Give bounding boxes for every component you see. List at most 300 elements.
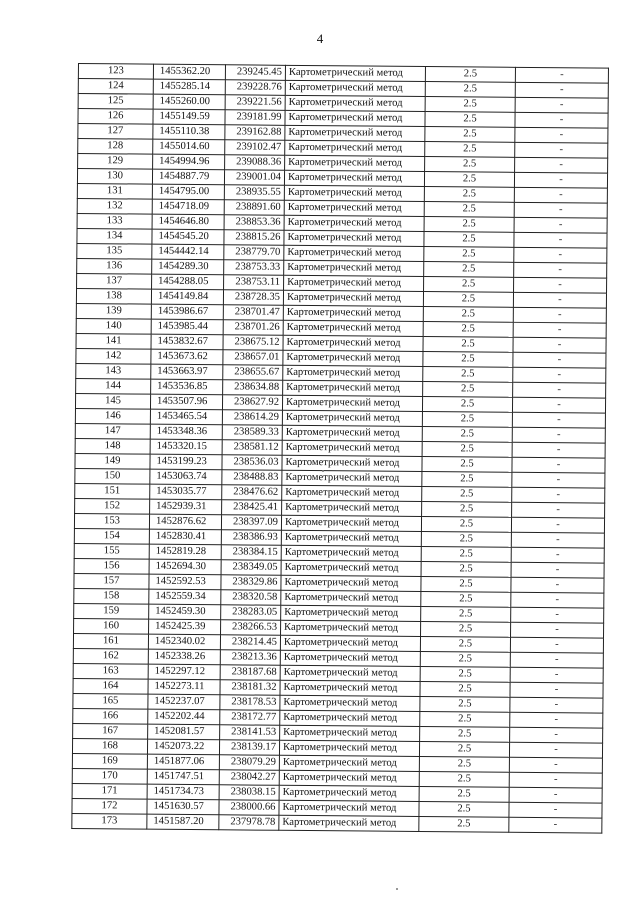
point-number-cell: 166 xyxy=(73,708,148,724)
y-coordinate-cell: 237978.78 xyxy=(219,815,279,831)
x-coordinate-cell: 1453465.54 xyxy=(150,409,222,425)
point-number-cell: 146 xyxy=(75,408,150,424)
x-coordinate-cell: 1452694.30 xyxy=(149,559,221,575)
note-cell: - xyxy=(514,247,607,263)
scan-speck xyxy=(322,470,324,472)
point-number-cell: 132 xyxy=(77,198,152,214)
y-coordinate-cell: 238139.17 xyxy=(219,740,279,756)
method-cell: Картометрический метод xyxy=(283,320,423,336)
x-coordinate-cell: 1454442.14 xyxy=(152,244,224,260)
note-cell: - xyxy=(509,742,602,758)
note-cell: - xyxy=(514,277,607,293)
x-coordinate-cell: 1452425.39 xyxy=(149,619,221,635)
accuracy-cell: 2.5 xyxy=(424,202,514,218)
x-coordinate-cell: 1455362.20 xyxy=(153,64,225,80)
method-cell: Картометрический метод xyxy=(279,770,419,786)
x-coordinate-cell: 1454149.84 xyxy=(151,289,223,305)
method-cell: Картометрический метод xyxy=(284,215,424,231)
y-coordinate-cell: 238581.12 xyxy=(222,440,282,456)
accuracy-cell: 2.5 xyxy=(424,172,514,188)
method-cell: Картометрический метод xyxy=(285,155,425,171)
y-coordinate-cell: 238000.66 xyxy=(219,800,279,816)
y-coordinate-cell: 238655.67 xyxy=(223,365,283,381)
point-number-cell: 147 xyxy=(75,423,150,439)
y-coordinate-cell: 238141.53 xyxy=(220,725,280,741)
accuracy-cell: 2.5 xyxy=(419,772,509,788)
accuracy-cell: 2.5 xyxy=(419,742,509,758)
y-coordinate-cell: 239181.99 xyxy=(225,110,285,126)
x-coordinate-cell: 1453320.15 xyxy=(150,439,222,455)
point-number-cell: 170 xyxy=(72,768,147,784)
note-cell: - xyxy=(512,502,605,518)
point-number-cell: 157 xyxy=(74,573,149,589)
point-number-cell: 171 xyxy=(72,783,147,799)
method-cell: Картометрический метод xyxy=(284,230,424,246)
x-coordinate-cell: 1452876.62 xyxy=(149,514,221,530)
point-number-cell: 138 xyxy=(76,288,151,304)
method-cell: Картометрический метод xyxy=(282,440,422,456)
point-number-cell: 149 xyxy=(75,453,150,469)
point-number-cell: 165 xyxy=(73,693,148,709)
method-cell: Картометрический метод xyxy=(281,560,421,576)
note-cell: - xyxy=(509,817,602,833)
method-cell: Картометрический метод xyxy=(285,95,425,111)
x-coordinate-cell: 1451747.51 xyxy=(147,769,219,785)
note-cell: - xyxy=(512,472,605,488)
x-coordinate-cell: 1454289.30 xyxy=(152,259,224,275)
y-coordinate-cell: 238187.68 xyxy=(220,665,280,681)
method-cell: Картометрический метод xyxy=(284,170,424,186)
y-coordinate-cell: 239001.04 xyxy=(224,170,284,186)
method-cell: Картометрический метод xyxy=(284,245,424,261)
x-coordinate-cell: 1454545.20 xyxy=(152,229,224,245)
accuracy-cell: 2.5 xyxy=(421,607,511,623)
method-cell: Картометрический метод xyxy=(282,395,422,411)
point-number-cell: 153 xyxy=(74,513,149,529)
accuracy-cell: 2.5 xyxy=(421,517,511,533)
note-cell: - xyxy=(511,517,604,533)
point-number-cell: 135 xyxy=(77,243,152,259)
x-coordinate-cell: 1455014.60 xyxy=(153,139,225,155)
method-cell: Картометрический метод xyxy=(282,500,422,516)
note-cell: - xyxy=(512,487,605,503)
page-number: 4 xyxy=(316,31,324,46)
y-coordinate-cell: 238213.36 xyxy=(220,650,280,666)
method-cell: Картометрический метод xyxy=(285,140,425,156)
x-coordinate-cell: 1452592.53 xyxy=(149,574,221,590)
x-coordinate-cell: 1453035.77 xyxy=(150,484,222,500)
note-cell: - xyxy=(511,607,604,623)
note-cell: - xyxy=(515,157,608,173)
y-coordinate-cell: 238386.93 xyxy=(221,530,281,546)
y-coordinate-cell: 238614.29 xyxy=(222,410,282,426)
y-coordinate-cell: 238178.53 xyxy=(220,695,280,711)
point-number-cell: 145 xyxy=(75,393,150,409)
y-coordinate-cell: 238181.32 xyxy=(220,680,280,696)
note-cell: - xyxy=(509,802,602,818)
method-cell: Картометрический метод xyxy=(281,620,421,636)
x-coordinate-cell: 1454288.05 xyxy=(152,274,224,290)
method-cell: Картометрический метод xyxy=(282,410,422,426)
method-cell: Картометрический метод xyxy=(284,185,424,201)
x-coordinate-cell: 1452340.02 xyxy=(148,634,220,650)
note-cell: - xyxy=(510,652,603,668)
note-cell: - xyxy=(514,217,607,233)
note-cell: - xyxy=(512,397,605,413)
method-cell: Картометрический метод xyxy=(281,605,421,621)
point-number-cell: 131 xyxy=(77,183,152,199)
y-coordinate-cell: 238701.47 xyxy=(223,305,283,321)
point-number-cell: 126 xyxy=(78,109,153,125)
note-cell: - xyxy=(514,202,607,218)
y-coordinate-cell: 238589.33 xyxy=(222,425,282,441)
y-coordinate-cell: 238329.86 xyxy=(221,575,281,591)
accuracy-cell: 2.5 xyxy=(419,817,509,833)
point-number-cell: 130 xyxy=(77,169,152,185)
y-coordinate-cell: 238214.45 xyxy=(220,635,280,651)
y-coordinate-cell: 238476.62 xyxy=(222,485,282,501)
x-coordinate-cell: 1452459.30 xyxy=(149,604,221,620)
accuracy-cell: 2.5 xyxy=(423,322,513,338)
y-coordinate-cell: 238675.12 xyxy=(223,335,283,351)
point-number-cell: 142 xyxy=(76,348,151,364)
x-coordinate-cell: 1451877.06 xyxy=(147,754,219,770)
x-coordinate-cell: 1454718.09 xyxy=(152,199,224,215)
x-coordinate-cell: 1452073.22 xyxy=(147,739,219,755)
accuracy-cell: 2.5 xyxy=(420,727,510,743)
note-cell: - xyxy=(510,637,603,653)
point-number-cell: 160 xyxy=(74,618,149,634)
accuracy-cell: 2.5 xyxy=(419,787,509,803)
accuracy-cell: 2.5 xyxy=(421,592,511,608)
y-coordinate-cell: 238891.60 xyxy=(224,200,284,216)
note-cell: - xyxy=(513,352,606,368)
note-cell: - xyxy=(515,142,608,158)
x-coordinate-cell: 1451587.20 xyxy=(147,814,219,830)
accuracy-cell: 2.5 xyxy=(425,97,515,113)
point-number-cell: 164 xyxy=(73,678,148,694)
method-cell: Картометрический метод xyxy=(284,200,424,216)
method-cell: Картометрический метод xyxy=(285,110,425,126)
accuracy-cell: 2.5 xyxy=(422,397,512,413)
y-coordinate-cell: 239228.76 xyxy=(225,80,285,96)
x-coordinate-cell: 1453348.36 xyxy=(150,424,222,440)
accuracy-cell: 2.5 xyxy=(422,412,512,428)
y-coordinate-cell: 238753.33 xyxy=(224,260,284,276)
method-cell: Картометрический метод xyxy=(282,425,422,441)
x-coordinate-cell: 1453663.97 xyxy=(151,364,223,380)
point-number-cell: 124 xyxy=(78,79,153,95)
note-cell: - xyxy=(509,757,602,773)
accuracy-cell: 2.5 xyxy=(424,247,514,263)
y-coordinate-cell: 238701.26 xyxy=(223,320,283,336)
point-number-cell: 128 xyxy=(78,139,153,155)
y-coordinate-cell: 238779.70 xyxy=(224,245,284,261)
method-cell: Картометрический метод xyxy=(282,470,422,486)
x-coordinate-cell: 1454887.79 xyxy=(152,169,224,185)
method-cell: Картометрический метод xyxy=(280,635,420,651)
x-coordinate-cell: 1453063.74 xyxy=(150,469,222,485)
accuracy-cell: 2.5 xyxy=(422,442,512,458)
point-number-cell: 144 xyxy=(76,378,151,394)
accuracy-cell: 2.5 xyxy=(424,262,514,278)
method-cell: Картометрический метод xyxy=(279,815,419,831)
x-coordinate-cell: 1452819.28 xyxy=(149,544,221,560)
y-coordinate-cell: 238753.11 xyxy=(224,275,284,291)
point-number-cell: 150 xyxy=(75,468,150,484)
method-cell: Картометрический метод xyxy=(283,290,423,306)
note-cell: - xyxy=(515,82,608,98)
note-cell: - xyxy=(510,727,603,743)
point-number-cell: 152 xyxy=(75,498,150,514)
accuracy-cell: 2.5 xyxy=(420,637,510,653)
accuracy-cell: 2.5 xyxy=(422,427,512,443)
y-coordinate-cell: 238397.09 xyxy=(221,515,281,531)
accuracy-cell: 2.5 xyxy=(424,277,514,293)
accuracy-cell: 2.5 xyxy=(423,352,513,368)
y-coordinate-cell: 238728.35 xyxy=(223,290,283,306)
method-cell: Картометрический метод xyxy=(279,740,419,756)
note-cell: - xyxy=(510,697,603,713)
accuracy-cell: 2.5 xyxy=(421,577,511,593)
point-number-cell: 163 xyxy=(73,663,148,679)
point-number-cell: 156 xyxy=(74,558,149,574)
method-cell: Картометрический метод xyxy=(284,275,424,291)
note-cell: - xyxy=(511,622,604,638)
x-coordinate-cell: 1452202.44 xyxy=(148,709,220,725)
x-coordinate-cell: 1452297.12 xyxy=(148,664,220,680)
y-coordinate-cell: 239221.56 xyxy=(225,95,285,111)
note-cell: - xyxy=(515,112,608,128)
method-cell: Картометрический метод xyxy=(281,545,421,561)
method-cell: Картометрический метод xyxy=(280,665,420,681)
point-number-cell: 159 xyxy=(74,603,149,619)
note-cell: - xyxy=(513,322,606,338)
y-coordinate-cell: 238042.27 xyxy=(219,770,279,786)
note-cell: - xyxy=(509,787,602,803)
x-coordinate-cell: 1454795.00 xyxy=(152,184,224,200)
accuracy-cell: 2.5 xyxy=(425,67,515,83)
note-cell: - xyxy=(512,442,605,458)
x-coordinate-cell: 1452939.31 xyxy=(150,499,222,515)
method-cell: Картометрический метод xyxy=(285,65,425,81)
accuracy-cell: 2.5 xyxy=(422,502,512,518)
accuracy-cell: 2.5 xyxy=(423,367,513,383)
point-number-cell: 141 xyxy=(76,333,151,349)
x-coordinate-cell: 1453673.62 xyxy=(151,349,223,365)
note-cell: - xyxy=(511,577,604,593)
accuracy-cell: 2.5 xyxy=(423,307,513,323)
y-coordinate-cell: 238488.83 xyxy=(222,470,282,486)
y-coordinate-cell: 238349.05 xyxy=(221,560,281,576)
method-cell: Картометрический метод xyxy=(279,800,419,816)
x-coordinate-cell: 1453536.85 xyxy=(151,379,223,395)
note-cell: - xyxy=(509,772,602,788)
x-coordinate-cell: 1453985.44 xyxy=(151,319,223,335)
note-cell: - xyxy=(514,187,607,203)
note-cell: - xyxy=(514,172,607,188)
x-coordinate-cell: 1451630.57 xyxy=(147,799,219,815)
point-number-cell: 155 xyxy=(74,543,149,559)
note-cell: - xyxy=(513,367,606,383)
method-cell: Картометрический метод xyxy=(283,380,423,396)
x-coordinate-cell: 1453832.67 xyxy=(151,334,223,350)
x-coordinate-cell: 1453507.96 xyxy=(150,394,222,410)
note-cell: - xyxy=(514,262,607,278)
accuracy-cell: 2.5 xyxy=(420,652,510,668)
point-number-cell: 148 xyxy=(75,438,150,454)
coordinates-sheet xyxy=(71,63,608,834)
note-cell: - xyxy=(513,337,606,353)
accuracy-cell: 2.5 xyxy=(425,157,515,173)
method-cell: Картометрический метод xyxy=(282,485,422,501)
method-cell: Картометрический метод xyxy=(281,530,421,546)
note-cell: - xyxy=(515,127,608,143)
scan-speck xyxy=(396,888,398,890)
point-number-cell: 136 xyxy=(77,258,152,274)
method-cell: Картометрический метод xyxy=(284,260,424,276)
point-number-cell: 139 xyxy=(76,303,151,319)
y-coordinate-cell: 238320.58 xyxy=(221,590,281,606)
accuracy-cell: 2.5 xyxy=(424,187,514,203)
note-cell: - xyxy=(511,547,604,563)
accuracy-cell: 2.5 xyxy=(420,712,510,728)
note-cell: - xyxy=(514,232,607,248)
note-cell: - xyxy=(512,412,605,428)
note-cell: - xyxy=(513,382,606,398)
point-number-cell: 143 xyxy=(76,363,151,379)
note-cell: - xyxy=(511,592,604,608)
accuracy-cell: 2.5 xyxy=(421,547,511,563)
note-cell: - xyxy=(515,67,608,83)
point-number-cell: 168 xyxy=(72,738,147,754)
note-cell: - xyxy=(511,532,604,548)
accuracy-cell: 2.5 xyxy=(425,142,515,158)
method-cell: Картометрический метод xyxy=(279,755,419,771)
y-coordinate-cell: 238079.29 xyxy=(219,755,279,771)
x-coordinate-cell: 1452830.41 xyxy=(149,529,221,545)
y-coordinate-cell: 239102.47 xyxy=(225,140,285,156)
y-coordinate-cell: 238038.15 xyxy=(219,785,279,801)
note-cell: - xyxy=(512,427,605,443)
method-cell: Картометрический метод xyxy=(285,80,425,96)
accuracy-cell: 2.5 xyxy=(424,232,514,248)
accuracy-cell: 2.5 xyxy=(422,487,512,503)
point-number-cell: 137 xyxy=(77,273,152,289)
point-number-cell: 154 xyxy=(74,528,149,544)
point-number-cell: 129 xyxy=(78,154,153,170)
y-coordinate-cell: 238266.53 xyxy=(221,620,281,636)
y-coordinate-cell: 238853.36 xyxy=(224,215,284,231)
point-number-cell: 162 xyxy=(73,648,148,664)
point-number-cell: 140 xyxy=(76,318,151,334)
method-cell: Картометрический метод xyxy=(281,515,421,531)
accuracy-cell: 2.5 xyxy=(422,457,512,473)
y-coordinate-cell: 238815.26 xyxy=(224,230,284,246)
accuracy-cell: 2.5 xyxy=(423,292,513,308)
accuracy-cell: 2.5 xyxy=(421,622,511,638)
accuracy-cell: 2.5 xyxy=(425,112,515,128)
method-cell: Картометрический метод xyxy=(280,695,420,711)
method-cell: Картометрический метод xyxy=(281,590,421,606)
accuracy-cell: 2.5 xyxy=(425,127,515,143)
y-coordinate-cell: 239162.88 xyxy=(225,125,285,141)
x-coordinate-cell: 1453199.23 xyxy=(150,454,222,470)
y-coordinate-cell: 238172.77 xyxy=(220,710,280,726)
point-number-cell: 158 xyxy=(74,588,149,604)
x-coordinate-cell: 1455285.14 xyxy=(153,79,225,95)
y-coordinate-cell: 239088.36 xyxy=(225,155,285,171)
y-coordinate-cell: 238536.03 xyxy=(222,455,282,471)
x-coordinate-cell: 1455260.00 xyxy=(153,94,225,110)
point-number-cell: 161 xyxy=(73,633,148,649)
accuracy-cell: 2.5 xyxy=(423,382,513,398)
x-coordinate-cell: 1455149.59 xyxy=(153,109,225,125)
method-cell: Картометрический метод xyxy=(280,710,420,726)
note-cell: - xyxy=(510,682,603,698)
point-number-cell: 173 xyxy=(72,813,147,829)
method-cell: Картометрический метод xyxy=(285,125,425,141)
method-cell: Картометрический метод xyxy=(282,455,422,471)
method-cell: Картометрический метод xyxy=(283,350,423,366)
method-cell: Картометрический метод xyxy=(281,575,421,591)
y-coordinate-cell: 239245.45 xyxy=(225,65,285,81)
accuracy-cell: 2.5 xyxy=(424,217,514,233)
accuracy-cell: 2.5 xyxy=(421,562,511,578)
accuracy-cell: 2.5 xyxy=(421,532,511,548)
accuracy-cell: 2.5 xyxy=(422,472,512,488)
y-coordinate-cell: 238384.15 xyxy=(221,545,281,561)
accuracy-cell: 2.5 xyxy=(419,757,509,773)
point-number-cell: 125 xyxy=(78,94,153,110)
point-number-cell: 127 xyxy=(78,124,153,140)
method-cell: Картометрический метод xyxy=(279,785,419,801)
point-number-cell: 151 xyxy=(75,483,150,499)
x-coordinate-cell: 1452081.57 xyxy=(148,724,220,740)
point-number-cell: 167 xyxy=(73,723,148,739)
y-coordinate-cell: 238627.92 xyxy=(222,395,282,411)
accuracy-cell: 2.5 xyxy=(420,682,510,698)
accuracy-cell: 2.5 xyxy=(420,697,510,713)
x-coordinate-cell: 1452559.34 xyxy=(149,589,221,605)
method-cell: Картометрический метод xyxy=(280,725,420,741)
method-cell: Картометрический метод xyxy=(280,650,420,666)
y-coordinate-cell: 238425.41 xyxy=(222,500,282,516)
note-cell: - xyxy=(513,292,606,308)
y-coordinate-cell: 238657.01 xyxy=(223,350,283,366)
point-number-cell: 169 xyxy=(72,753,147,769)
note-cell: - xyxy=(511,562,604,578)
method-cell: Картометрический метод xyxy=(283,335,423,351)
accuracy-cell: 2.5 xyxy=(423,337,513,353)
coordinates-table xyxy=(71,63,609,834)
x-coordinate-cell: 1454646.80 xyxy=(152,214,224,230)
y-coordinate-cell: 238634.88 xyxy=(223,380,283,396)
note-cell: - xyxy=(510,712,603,728)
note-cell: - xyxy=(512,457,605,473)
x-coordinate-cell: 1451734.73 xyxy=(147,784,219,800)
x-coordinate-cell: 1453986.67 xyxy=(151,304,223,320)
accuracy-cell: 2.5 xyxy=(419,802,509,818)
point-number-cell: 123 xyxy=(78,64,153,80)
y-coordinate-cell: 238283.05 xyxy=(221,605,281,621)
coordinates-table-body xyxy=(72,64,609,834)
point-number-cell: 172 xyxy=(72,798,147,814)
method-cell: Картометрический метод xyxy=(283,365,423,381)
x-coordinate-cell: 1452338.26 xyxy=(148,649,220,665)
accuracy-cell: 2.5 xyxy=(425,82,515,98)
accuracy-cell: 2.5 xyxy=(420,667,510,683)
